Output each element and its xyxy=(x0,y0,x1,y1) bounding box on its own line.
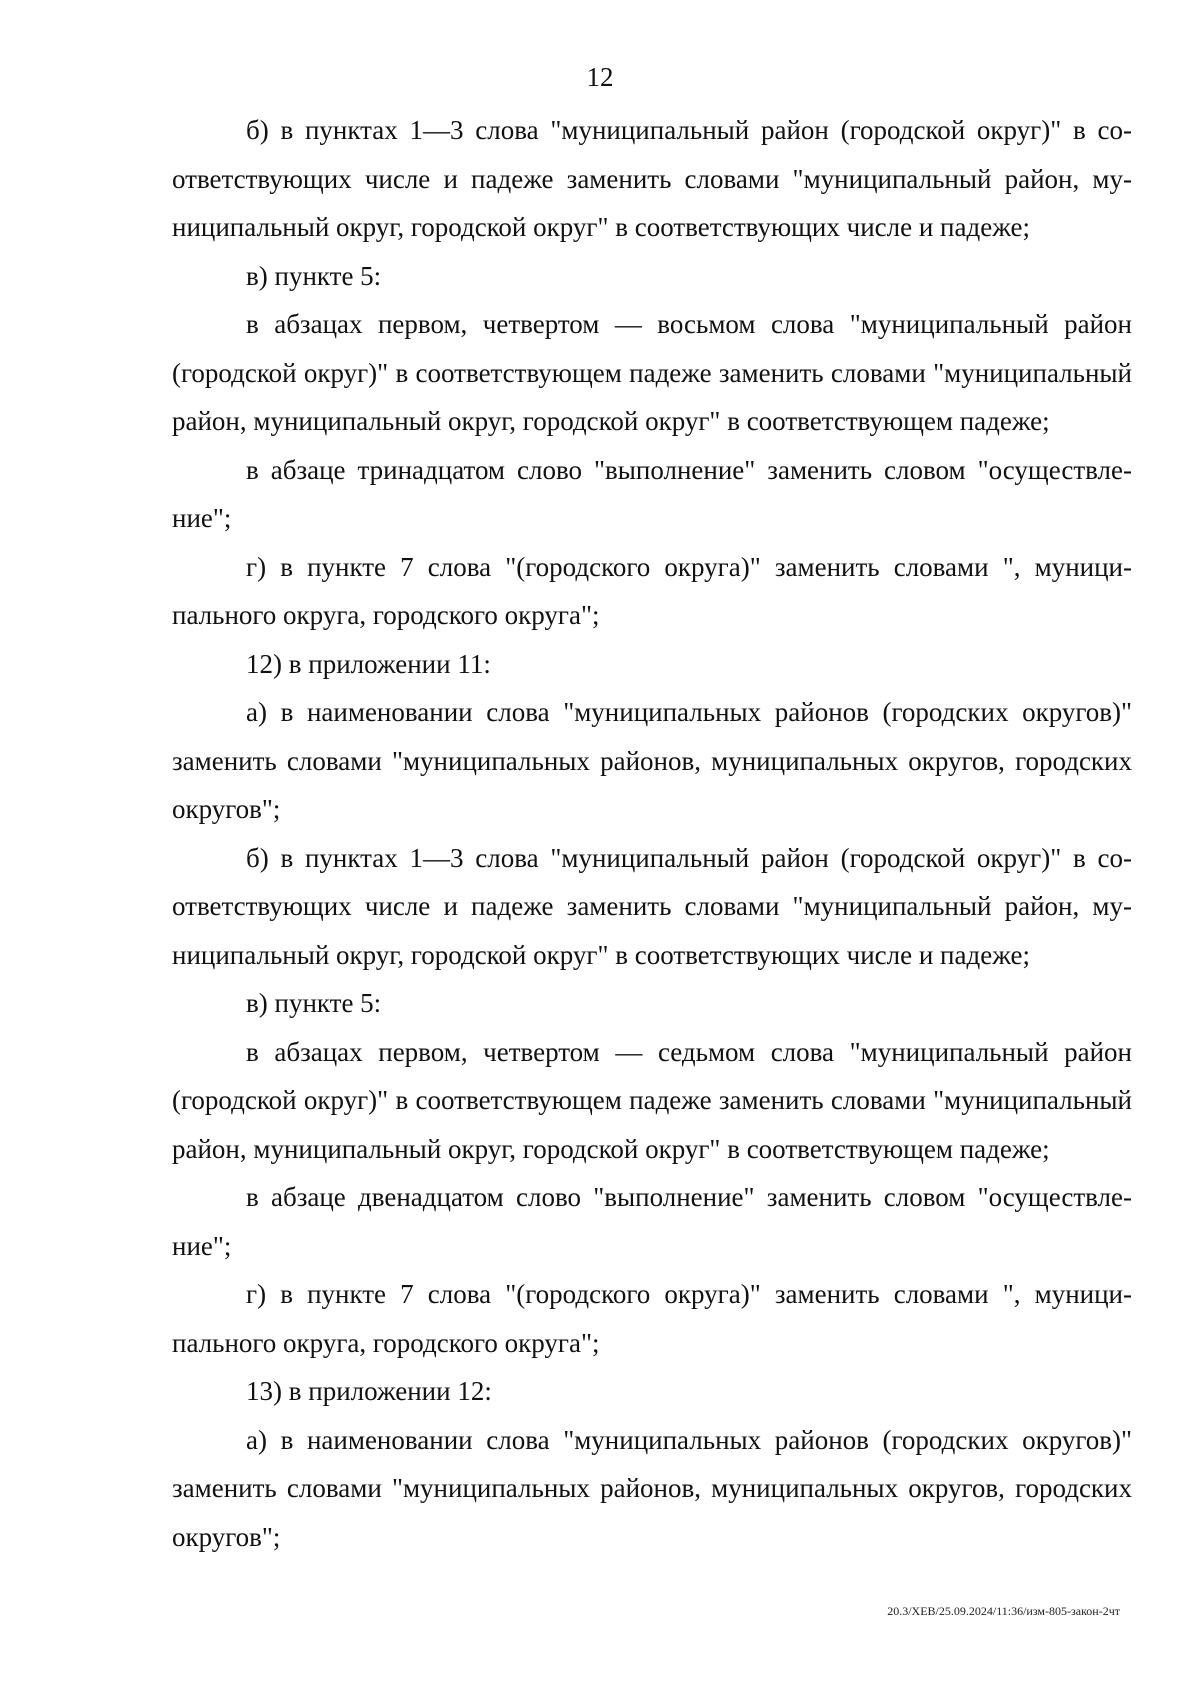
paragraph-item-g-point-7: г) в пункте 7 слова "(городского округа)" заменить словами ", муниципального округа, городского округа"; xyxy=(172,551,1132,630)
paragraph-abzats-twelfth: в абзаце двенадцатом слово "выполнение" заменить словом "осуществление"; xyxy=(172,1182,1132,1261)
paragraph-item-b-points-1-3: б) в пунктах 1—3 слова "муниципальный район (городской округ)" в соответствующих числе и падеже заменить словами "муниципальный район, муниципальный округ, городской округ" в соответствующих числе и падеже; xyxy=(172,842,1132,970)
paragraph-item-v-point-5: в) пункте 5: xyxy=(246,988,382,1018)
paragraph-abzats-first-fourth-seventh: в абзацах первом, четвертом — седьмом слова "муниципальный район (городской округ)" в соответствующем падеже заменить словами "муниципальный район, муниципальный округ, городской округ" в соответствующем падеже; xyxy=(172,1036,1132,1164)
paragraph-item-a-title: а) в наименовании слова "муниципальных районов (городских округов)" заменить словами "муниципальных районов, муниципальных округов, городских округов"; xyxy=(172,697,1132,824)
paragraph-abzats-thirteenth: в абзаце тринадцатом слово "выполнение" заменить словом "осуществление"; xyxy=(172,454,1132,533)
footer-document-code: 20.3/ХЕВ/25.09.2024/11:36/изм-805-закон-2чт xyxy=(887,1604,1120,1618)
paragraph-item-v-point-5: в) пункте 5: xyxy=(246,260,382,291)
paragraph-item-g-point-7: г) в пункте 7 слова "(городского округа)" заменить словами ", муниципального округа, городского округа"; xyxy=(172,1279,1132,1358)
paragraph-abzats-first-fourth-eighth: в абзацах первом, четвертом — восьмом слова "муниципальный район (городской округ)" в соответствующем падеже заменить словами "муниципальный район, муниципальный округ, городской округ" в соответствующем падеже; xyxy=(172,309,1132,436)
paragraph-section-13: 13) в приложении 12: xyxy=(246,1376,492,1406)
document-body xyxy=(172,106,1132,1561)
paragraph-section-12: 12) в приложении 11: xyxy=(246,648,491,679)
page-number: 12 xyxy=(586,62,614,92)
paragraph-item-a-title: а) в наименовании слова "муниципальных районов (городских округов)" заменить словами "муниципальных районов, муниципальных округов, городских округов"; xyxy=(172,1424,1132,1552)
paragraph-item-b-points-1-3: б) в пунктах 1—3 слова "муниципальный район (городской округ)" в соответствующих числе и падеже заменить словами "муниципальный район, муниципальный округ, городской округ" в соответствующих числе и падеже; xyxy=(172,115,1132,242)
